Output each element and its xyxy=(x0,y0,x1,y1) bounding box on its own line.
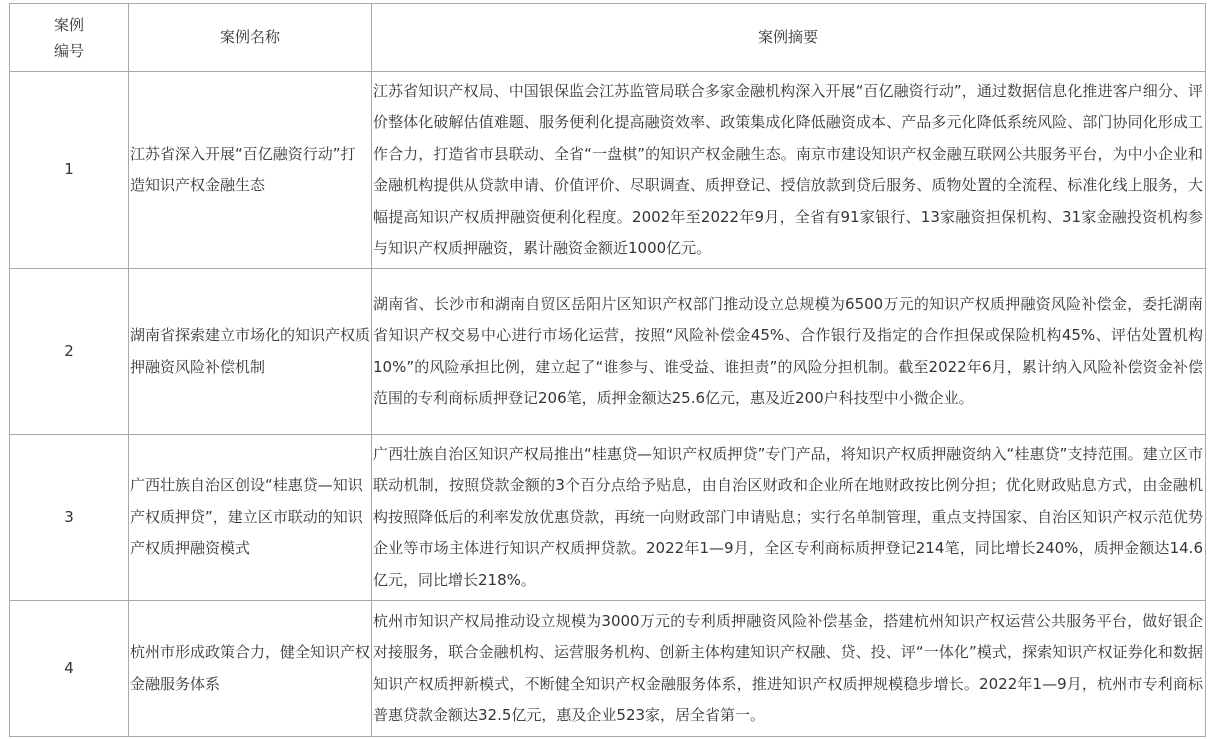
case-summary: 江苏省知识产权局、中国银保监会江苏监管局联合多家金融机构深入开展“百亿融资行动”，通过数据信息化推进客户细分、评价整体化破解估值难题、服务便利化提高融资效率、政策集成化降低融资成本、产品多元化降低系统风险、部门协同化形成工作合力，打造省市县联动、全省“一盘棋”的知识产权金融生态。南京市建设知识产权金融互联网公共服务平台，为中小企业和金融机构提供从贷款申请、价值评价、尽职调查、质押登记、授信放款到贷后服务、质物处置的全流程、标准化线上服务，大幅提高知识产权质押融资便利化程度。2002年至2022年9月，全省有91家银行、13家融资担保机构、31家金融投资机构参与知识产权质押融资，累计融资金额近1000亿元。 xyxy=(372,72,1206,269)
table-row xyxy=(10,601,1206,737)
table-row xyxy=(10,269,1206,435)
case-number: 3 xyxy=(10,435,129,601)
case-summary: 广西壮族自治区知识产权局推出“桂惠贷—知识产权质押贷”专门产品，将知识产权质押融资纳入“桂惠贷”支持范围。建立区市联动机制，按照贷款金额的3个百分点给予贴息，由自治区财政和企业所在地财政按比例分担；优化财政贴息方式，由金融机构按照降低后的利率发放优惠贷款，再统一向财政部门申请贴息；实行名单制管理，重点支持国家、自治区知识产权示范优势企业等市场主体进行知识产权质押贷款。2022年1—9月，全区专利商标质押登记214笔，同比增长240%，质押金额达14.6亿元，同比增长218%。 xyxy=(372,435,1206,601)
case-name: 湖南省探索建立市场化的知识产权质押融资风险补偿机制 xyxy=(129,269,372,435)
table-row xyxy=(10,435,1206,601)
header-case-summary: 案例摘要 xyxy=(372,4,1206,72)
table-row xyxy=(10,72,1206,269)
header-case-number-line1: 案例 xyxy=(53,15,84,34)
table-header-row xyxy=(10,4,1206,72)
header-case-name: 案例名称 xyxy=(129,4,372,72)
case-name: 杭州市形成政策合力，健全知识产权金融服务体系 xyxy=(129,601,372,737)
case-number: 4 xyxy=(10,601,129,737)
case-name: 江苏省深入开展“百亿融资行动”打造知识产权金融生态 xyxy=(129,72,372,269)
case-number: 1 xyxy=(10,72,129,269)
case-summary: 湖南省、长沙市和湖南自贸区岳阳片区知识产权部门推动设立总规模为6500万元的知识产权质押融资风险补偿金，委托湖南省知识产权交易中心进行市场化运营，按照“风险补偿金45%、合作银行及指定的合作担保或保险机构45%、评估处置机构10%”的风险承担比例，建立起了“谁参与、谁受益、谁担责”的风险分担机制。截至2022年6月，累计纳入风险补偿资金补偿范围的专利商标质押登记206笔，质押金额达25.6亿元，惠及近200户科技型中小微企业。 xyxy=(372,269,1206,435)
case-table xyxy=(9,3,1206,737)
case-name: 广西壮族自治区创设“桂惠贷—知识产权质押贷”，建立区市联动的知识产权质押融资模式 xyxy=(129,435,372,601)
header-case-number-line2: 编号 xyxy=(53,41,84,60)
case-number: 2 xyxy=(10,269,129,435)
header-case-number xyxy=(10,4,129,72)
case-summary: 杭州市知识产权局推动设立规模为3000万元的专利质押融资风险补偿基金，搭建杭州知识产权运营公共服务平台，做好银企对接服务，联合金融机构、运营服务机构、创新主体构建知识产权融、贷、投、评“一体化”模式，探索知识产权证券化和数据知识产权质押新模式，不断健全知识产权金融服务体系，推进知识产权质押规模稳步增长。2022年1—9月，杭州市专利商标普惠贷款金额达32.5亿元，惠及企业523家，居全省第一。 xyxy=(372,601,1206,737)
